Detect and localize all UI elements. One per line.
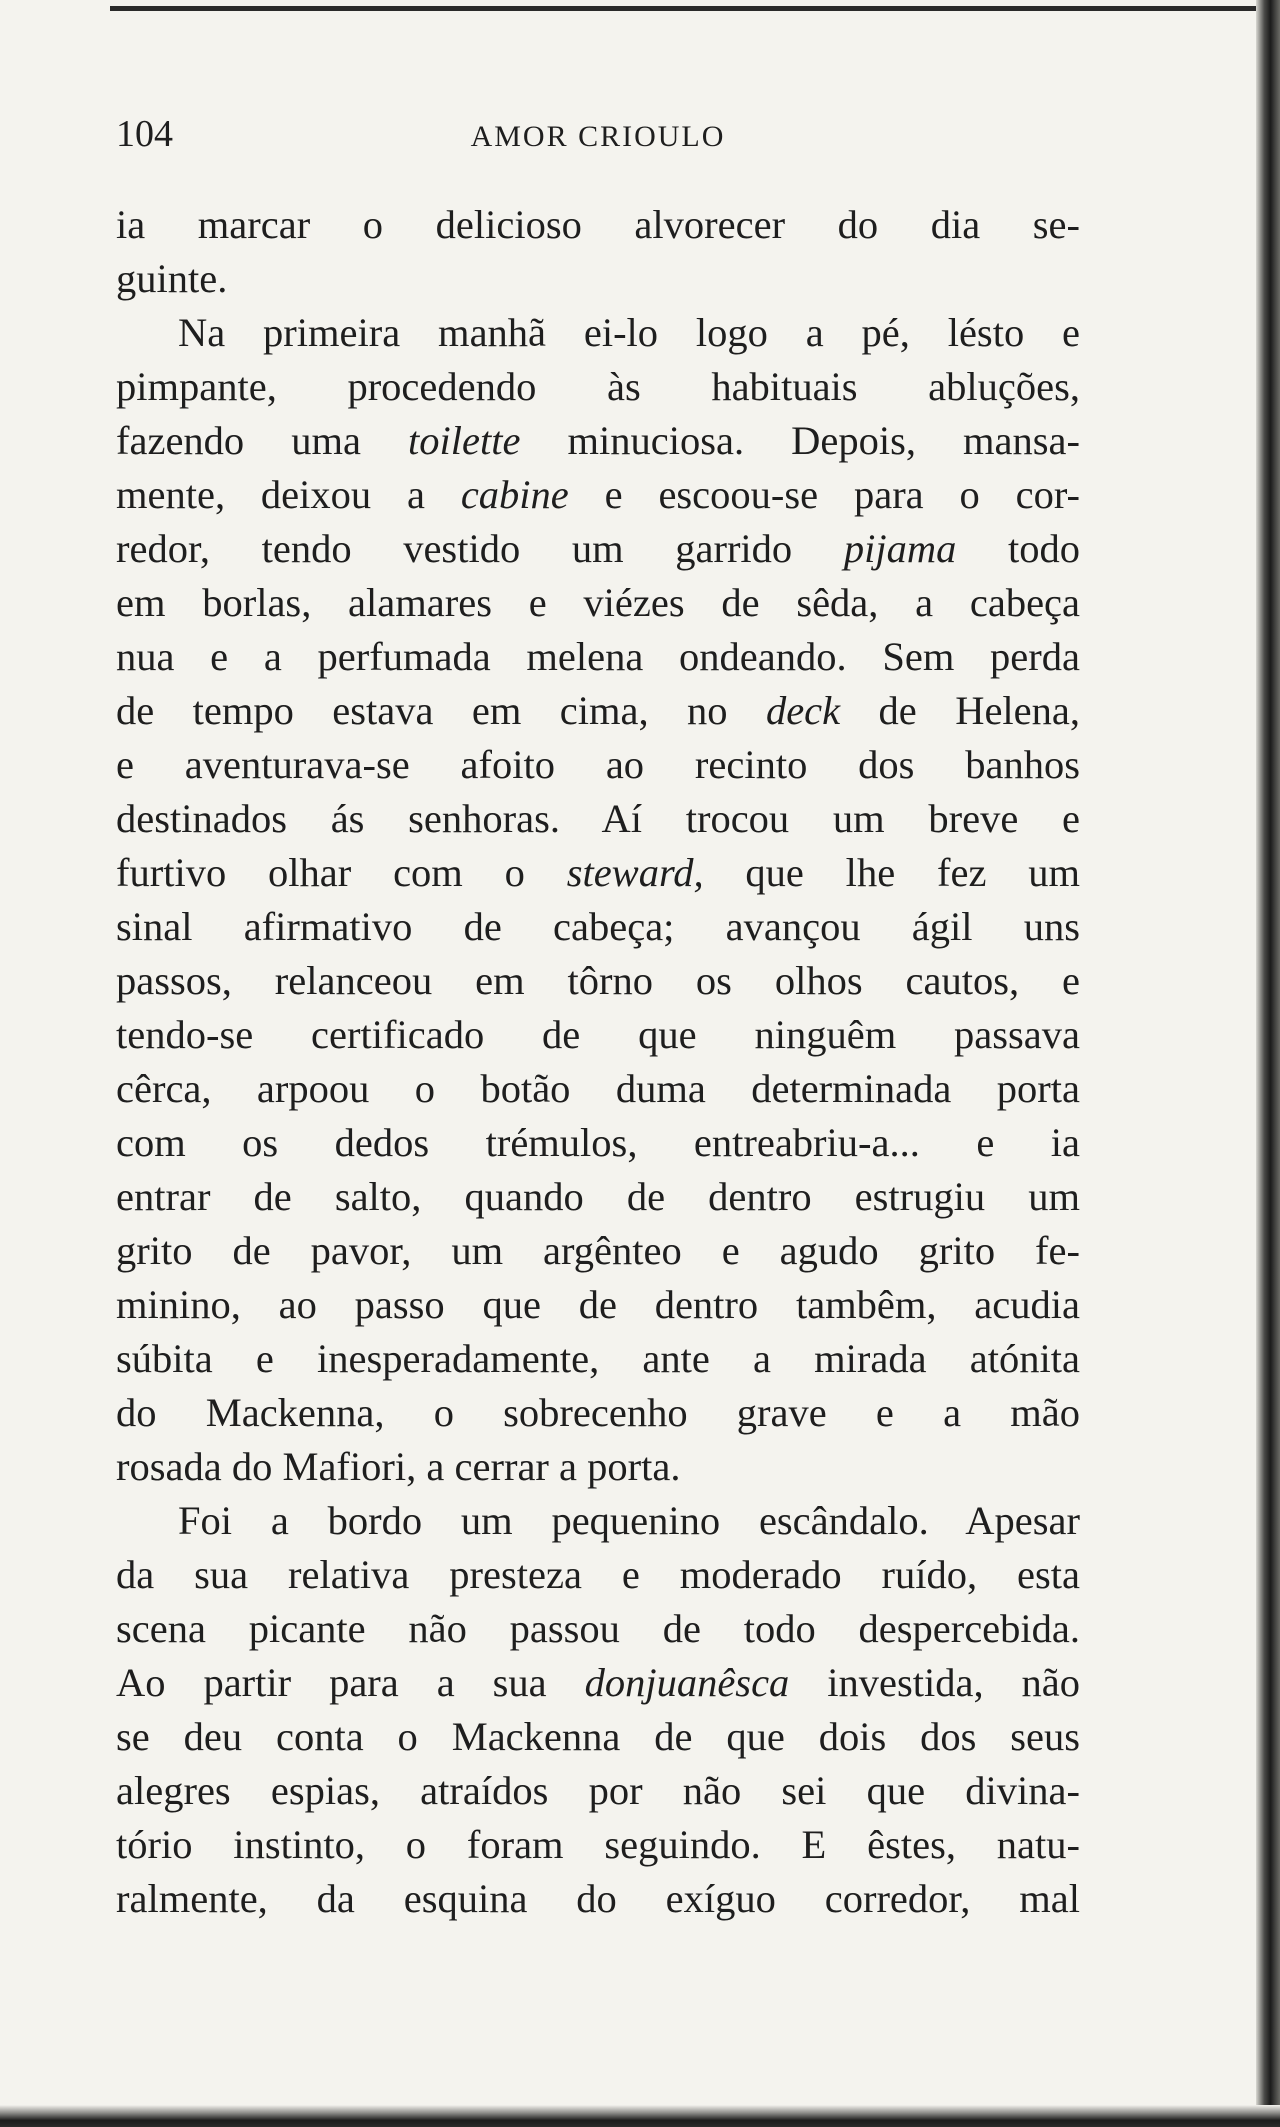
text-line: com os dedos trémulos, entreabriu-a... e ia xyxy=(116,1120,1080,1165)
text-line: rosada do Mafiori, a cerrar a porta. xyxy=(116,1444,681,1489)
text-line: guinte. xyxy=(116,256,228,301)
top-border-rule xyxy=(110,6,1280,11)
page-header xyxy=(116,112,1080,164)
book-page xyxy=(116,112,1080,1926)
text-line: Na primeira manhã ei-lo logo a pé, lésto e xyxy=(178,310,1080,355)
text-line: grito de pavor, um argênteo e agudo grito fe- xyxy=(116,1228,1080,1273)
text-line: ia marcar o delicioso alvorecer do dia se- xyxy=(116,202,1080,247)
text-line: furtivo olhar com o steward, que lhe fez um xyxy=(116,850,1080,895)
text-line: fazendo uma toilette minuciosa. Depois, mansa- xyxy=(116,418,1080,463)
bottom-border-rule xyxy=(0,2105,1280,2127)
text-line: redor, tendo vestido um garrido pijama todo xyxy=(116,526,1080,571)
text-line: Ao partir para a sua donjuanêsca investida, não xyxy=(116,1660,1081,1705)
text-line: pimpante, procedendo às habituais abluções, xyxy=(116,364,1080,409)
text-line: cêrca, arpoou o botão duma determinada porta xyxy=(116,1066,1080,1111)
text-line: entrar de salto, quando de dentro estrugiu um xyxy=(116,1174,1080,1219)
text-line: scena picante não passou de todo despercebida. xyxy=(116,1606,1080,1651)
text-line: ralmente, da esquina do exíguo corredor, mal xyxy=(116,1876,1080,1921)
text-line: sinal afirmativo de cabeça; avançou ágil uns xyxy=(116,904,1080,949)
text-line: em borlas, alamares e viézes de sêda, a cabeça xyxy=(116,580,1080,625)
page-edge-shadow xyxy=(1256,0,1280,2127)
text-line: destinados ás senhoras. Aí trocou um breve e xyxy=(116,796,1080,841)
text-line: tório instinto, o foram seguindo. E êstes, natu- xyxy=(116,1822,1080,1867)
page-number: 104 xyxy=(116,113,173,155)
text-line: tendo-se certificado de que ninguêm passava xyxy=(116,1012,1080,1057)
text-line: da sua relativa presteza e moderado ruído, esta xyxy=(116,1552,1080,1597)
text-line: minino, ao passo que de dentro tambêm, acudia xyxy=(116,1282,1080,1327)
text-line: de tempo estava em cima, no deck de Helena, xyxy=(116,688,1080,733)
text-line: súbita e inesperadamente, ante a mirada atónita xyxy=(116,1336,1080,1381)
text-line: nua e a perfumada melena ondeando. Sem perda xyxy=(116,634,1080,679)
text-line: Foi a bordo um pequenino escândalo. Apesar xyxy=(178,1498,1080,1543)
text-line: alegres espias, atraídos por não sei que divina- xyxy=(116,1768,1080,1813)
text-line: passos, relanceou em tôrno os olhos cautos, e xyxy=(116,958,1080,1003)
paragraph-2 xyxy=(116,306,1080,1494)
text-line: se deu conta o Mackenna de que dois dos seus xyxy=(116,1714,1080,1759)
text-line: e aventurava-se afoito ao recinto dos banhos xyxy=(116,742,1080,787)
paragraph-3 xyxy=(116,1494,1080,1926)
running-head: AMOR CRIOULO xyxy=(470,120,726,153)
text-line: do Mackenna, o sobrecenho grave e a mão xyxy=(116,1390,1080,1435)
paragraph-1 xyxy=(116,198,1080,306)
body-text xyxy=(116,198,1080,1926)
text-line: mente, deixou a cabine e escoou-se para o cor- xyxy=(116,472,1080,517)
